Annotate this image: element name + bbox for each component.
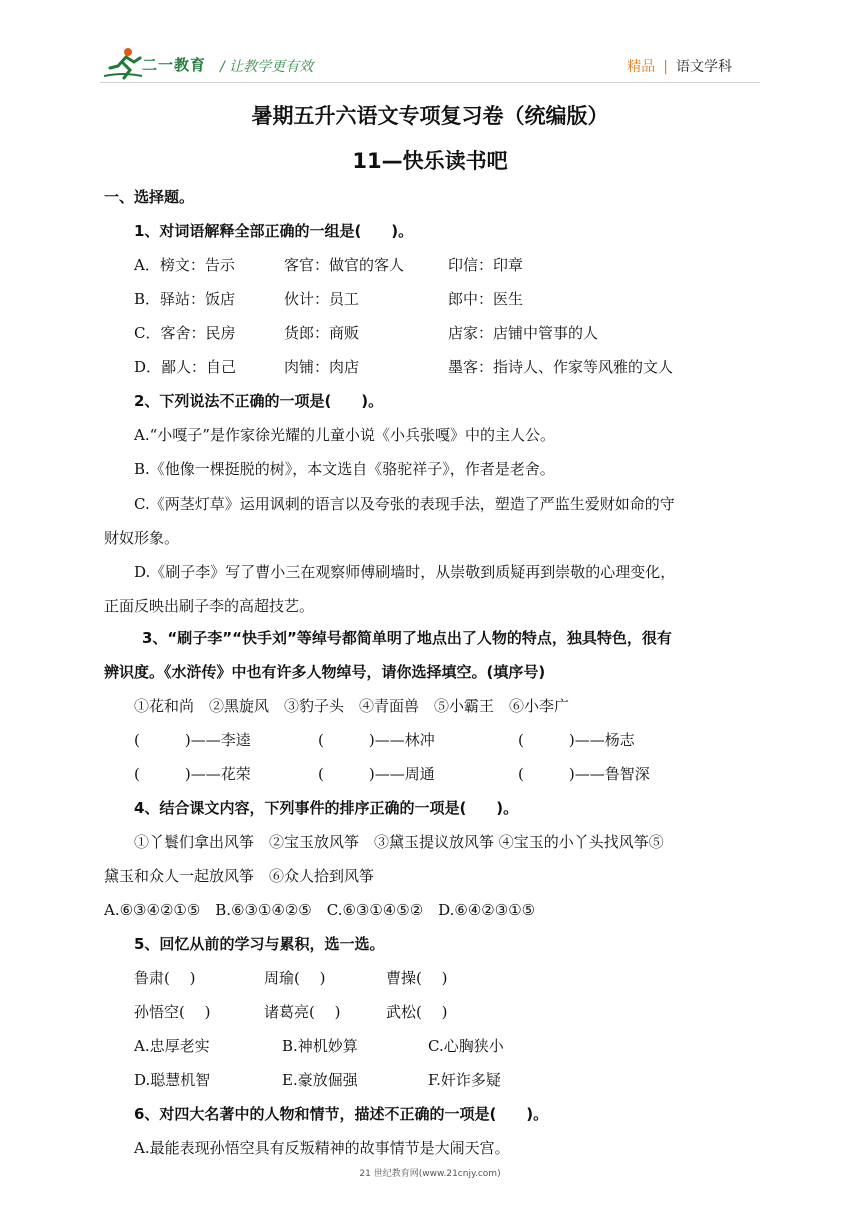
question-5-person-2: 周瑜( ) [264,969,326,987]
option-d-col2: 肉铺：肉店 [284,358,360,376]
option-a-col1: A．榜文：告示 [134,256,235,274]
question-5-person-4: 孙悟空( ) [134,1003,211,1021]
question-2-option-a: A.“小嘎子”是作家徐光耀的儿童小说《小兵张嘎》中的主人公。 [134,426,555,444]
question-5-person-1: 鲁肃( ) [134,969,196,987]
page-title: 暑期五升六语文专项复习卷（统编版） [251,104,609,128]
question-3-blank-3: ( )——杨志 [518,731,635,749]
question-5-option-a: A.忠厚老实 [134,1037,210,1055]
question-2-option-d-line2: 正面反映出刷子李的高超技艺。 [104,597,315,615]
question-3-stem-line2: 辨识度。《水浒传》中也有许多人物绰号，请你选择填空。(填序号) [104,663,546,681]
question-4-events-line2: 黛玉和众人一起放风筝 ⑥众人拾到风筝 [104,867,375,885]
option-c-col1: C．客舍：民房 [134,324,236,342]
question-5-stem: 5、回忆从前的学习与累积，选一选。 [134,935,385,953]
question-6-stem: 6、对四大名著中的人物和情节，描述不正确的一项是( )。 [134,1105,549,1123]
question-4-options: A.⑥③④②①⑤ B.⑥③①④②⑤ C.⑥③①④⑤② D.⑥④②③①⑤ [104,901,536,919]
question-5-option-d: D.聪慧机智 [134,1071,211,1089]
question-2-stem: 2、下列说法不正确的一项是( )。 [134,392,384,410]
quality-label: 精品 [627,59,656,75]
question-1-stem: 1、对词语解释全部正确的一组是( )。 [134,222,414,240]
question-3-blank-6: ( )——鲁智深 [518,765,650,783]
question-5-option-f: F.奸诈多疑 [428,1071,501,1089]
option-a-col3: 印信：印章 [448,256,524,274]
question-4-stem: 4、结合课文内容，下列事件的排序正确的一项是( )。 [134,799,519,817]
question-5-person-5: 诸葛亮( ) [264,1003,341,1021]
question-5-option-e: E.豪放倔强 [282,1071,358,1089]
section-heading: 一、选择题。 [104,188,195,206]
slogan: / 让教学更有效 [220,59,314,75]
question-5-person-3: 曹操( ) [386,969,448,987]
question-2-option-b: B.《他像一棵挺脱的树》，本文选自《骆驼祥子》，作者是老舍。 [134,460,555,478]
page-header [0,0,860,90]
question-5-option-c: C.心胸狭小 [428,1037,504,1055]
option-c-col2: 货郎：商贩 [284,324,360,342]
header-right [627,56,732,76]
page-subtitle: 11—快乐读书吧 [352,149,508,173]
question-3-choices: ①花和尚 ②黑旋风 ③豹子头 ④青面兽 ⑤小霸王 ⑥小李广 [134,697,570,715]
question-3-blank-1: ( )——李逵 [134,731,251,749]
question-3-blank-5: ( )——周通 [318,765,435,783]
question-2-option-c-line2: 财奴形象。 [104,529,180,547]
question-2-option-c-line1: C.《两茎灯草》运用讽刺的语言以及夸张的表现手法，塑造了严监生爱财如命的守 [134,495,675,513]
question-3-blank-2: ( )——林冲 [318,731,435,749]
option-d-col1: D．鄙人：自己 [134,358,237,376]
question-4-events-line1: ①丫鬟们拿出风筝 ②宝玉放风筝 ③黛玉提议放风筝 ④宝玉的小丫头找风筝⑤ [134,833,664,851]
question-2-option-d-line1: D.《刷子李》写了曹小三在观察师傅刷墙时，从崇敬到质疑再到崇敬的心理变化， [134,563,676,581]
logo-text: 二一教育 [142,56,207,74]
question-3-blank-4: ( )——花荣 [134,765,251,783]
question-5-option-b: B.神机妙算 [282,1037,358,1055]
option-b-col1: B．驿站：饭店 [134,290,236,308]
header-divider [100,82,760,83]
subject-label: 语文学科 [676,59,732,75]
header-separator: | [663,59,668,75]
question-3-stem-line1: 3、“刷子李”“快手刘”等绰号都简单明了地点出了人物的特点，独具特色，很有 [142,629,672,647]
option-a-col2: 客官：做官的客人 [284,256,405,274]
option-d-col3: 墨客：指诗人、作家等风雅的文人 [448,358,674,376]
option-b-col2: 伙计：员工 [284,290,360,308]
page-footer: 21 世纪教育网(www.21cnjy.com) [359,1169,501,1179]
question-5-person-6: 武松( ) [386,1003,448,1021]
question-6-option-a: A.最能表现孙悟空具有反叛精神的故事情节是大闹天宫。 [134,1139,510,1157]
option-b-col3: 郎中：医生 [448,290,524,308]
option-c-col3: 店家：店铺中管事的人 [448,324,599,342]
